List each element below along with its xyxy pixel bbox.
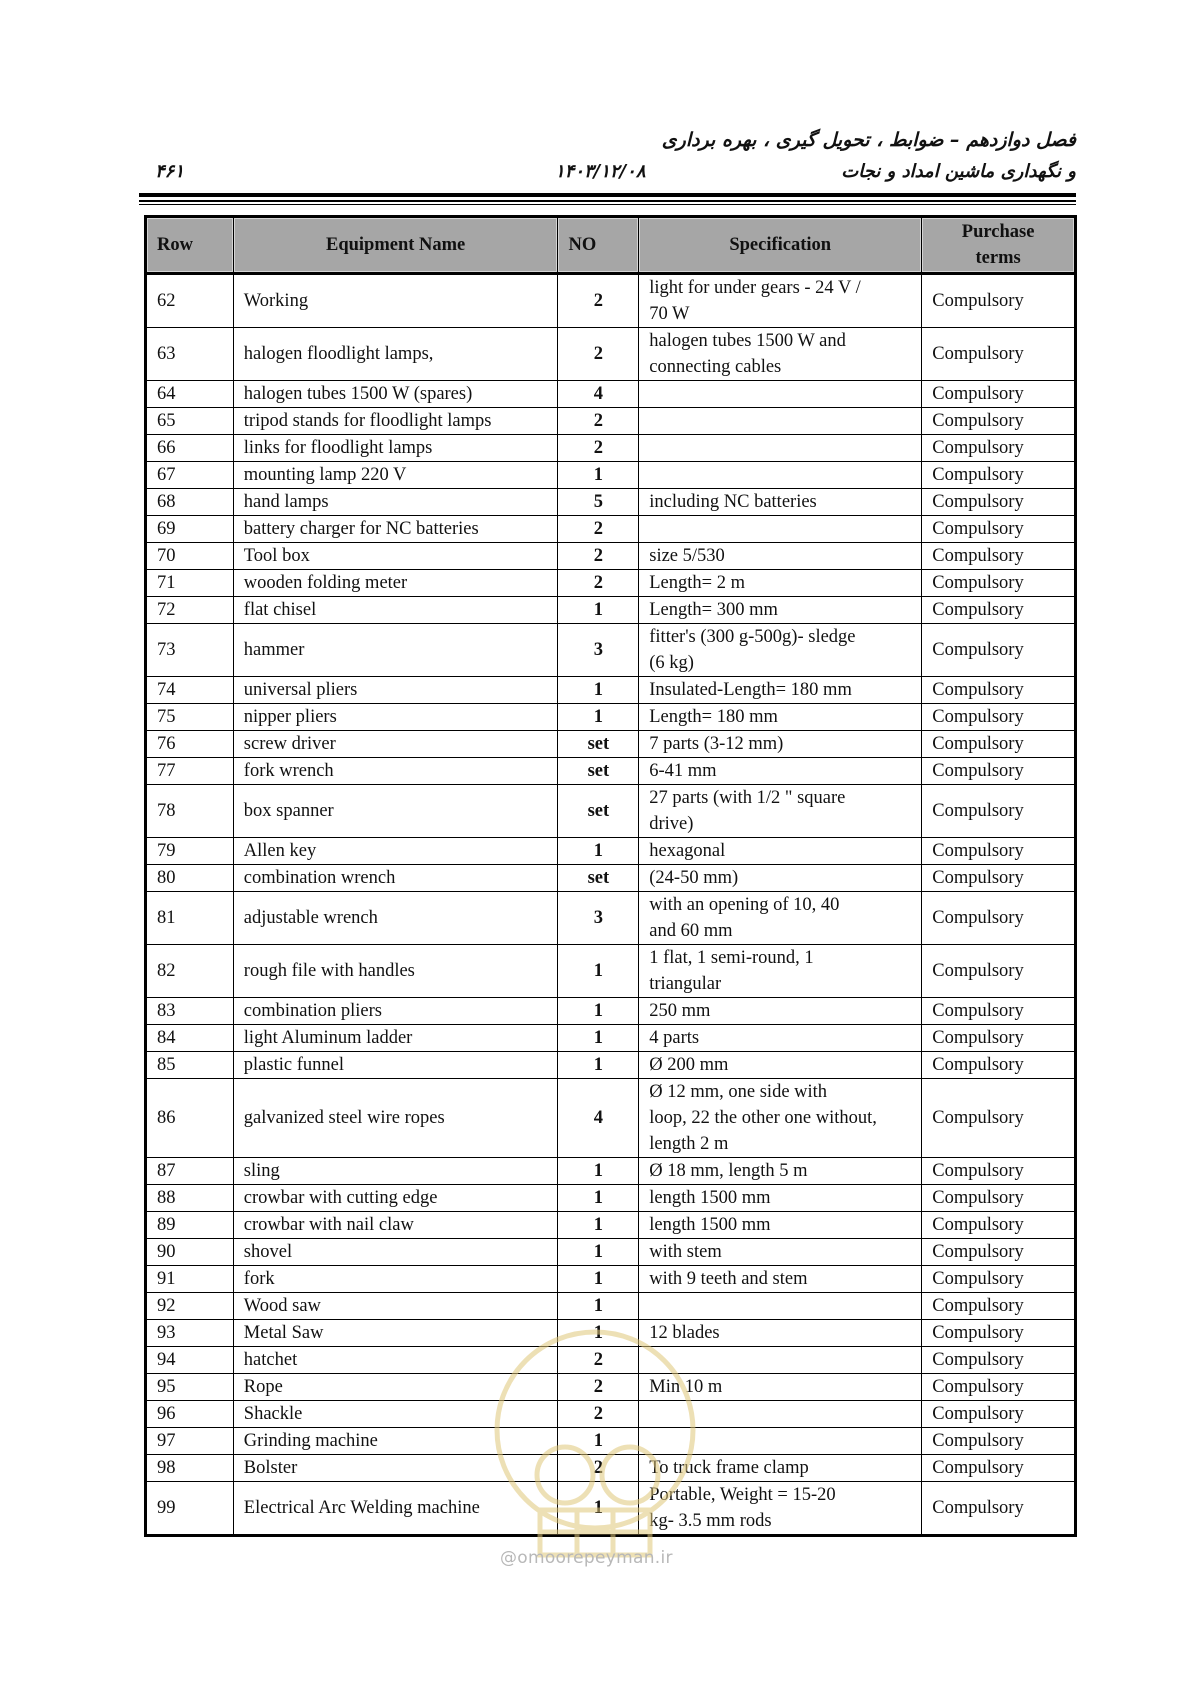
specification-line: including NC batteries xyxy=(649,492,817,512)
cell-equipment-name: adjustable wrench xyxy=(233,892,558,945)
document-date: ۱۴۰۳/۱۲/۰۸ xyxy=(555,161,646,182)
header-row xyxy=(155,161,1076,187)
cell-purchase-terms: Compulsory xyxy=(922,274,1076,328)
cell-purchase-terms: Compulsory xyxy=(922,1266,1076,1293)
cell-row-number: 78 xyxy=(146,785,234,838)
cell-equipment-name: screw driver xyxy=(233,731,558,758)
purchase-terms-line2: terms xyxy=(975,248,1021,268)
specification-line: Ø 12 mm, one side with xyxy=(649,1082,828,1102)
cell-row-number: 79 xyxy=(146,838,234,865)
cell-specification xyxy=(639,945,922,998)
specification-line: length 1500 mm xyxy=(649,1188,771,1208)
cell-quantity: 1 xyxy=(558,677,639,704)
cell-quantity: 1 xyxy=(558,1266,639,1293)
cell-equipment-name: tripod stands for floodlight lamps xyxy=(233,408,558,435)
table-row xyxy=(146,462,1076,489)
cell-quantity: 2 xyxy=(558,435,639,462)
specification-line: 6-41 mm xyxy=(649,761,717,781)
cell-equipment-name: battery charger for NC batteries xyxy=(233,516,558,543)
specification-line: length 2 m xyxy=(649,1134,729,1154)
specification-line: kg- 3.5 mm rods xyxy=(649,1511,772,1531)
cell-quantity: 1 xyxy=(558,945,639,998)
cell-purchase-terms: Compulsory xyxy=(922,865,1076,892)
cell-row-number: 83 xyxy=(146,998,234,1025)
table-row xyxy=(146,1428,1076,1455)
cell-purchase-terms: Compulsory xyxy=(922,677,1076,704)
cell-specification xyxy=(639,1158,922,1185)
cell-quantity: 2 xyxy=(558,543,639,570)
table-row xyxy=(146,1185,1076,1212)
cell-quantity: 1 xyxy=(558,1428,639,1455)
table-row xyxy=(146,1079,1076,1158)
cell-row-number: 89 xyxy=(146,1212,234,1239)
cell-equipment-name: galvanized steel wire ropes xyxy=(233,1079,558,1158)
cell-purchase-terms: Compulsory xyxy=(922,462,1076,489)
cell-quantity: 2 xyxy=(558,1374,639,1401)
specification-line: halogen tubes 1500 W and xyxy=(649,331,846,351)
table-row xyxy=(146,677,1076,704)
specification-line: Portable, Weight = 15-20 xyxy=(649,1485,836,1505)
specification-line: 27 parts (with 1/2 " square xyxy=(649,788,846,808)
cell-specification xyxy=(639,408,922,435)
cell-purchase-terms: Compulsory xyxy=(922,838,1076,865)
cell-row-number: 68 xyxy=(146,489,234,516)
cell-row-number: 99 xyxy=(146,1482,234,1536)
cell-row-number: 84 xyxy=(146,1025,234,1052)
specification-line: To truck frame clamp xyxy=(649,1458,809,1478)
header-row xyxy=(146,217,1076,274)
table-row xyxy=(146,1347,1076,1374)
chapter-subtitle: و نگهداری ماشین امداد و نجات xyxy=(841,161,1076,182)
cell-equipment-name: mounting lamp 220 V xyxy=(233,462,558,489)
cell-equipment-name: fork xyxy=(233,1266,558,1293)
table-row xyxy=(146,998,1076,1025)
cell-quantity: 1 xyxy=(558,1482,639,1536)
cell-row-number: 72 xyxy=(146,597,234,624)
cell-specification xyxy=(639,435,922,462)
specification-line: 4 parts xyxy=(649,1028,700,1048)
cell-purchase-terms: Compulsory xyxy=(922,570,1076,597)
cell-quantity: set xyxy=(558,865,639,892)
cell-row-number: 85 xyxy=(146,1052,234,1079)
cell-purchase-terms: Compulsory xyxy=(922,516,1076,543)
cell-row-number: 67 xyxy=(146,462,234,489)
cell-specification xyxy=(639,785,922,838)
table-row xyxy=(146,865,1076,892)
cell-row-number: 98 xyxy=(146,1455,234,1482)
table-row xyxy=(146,1025,1076,1052)
specification-line: light for under gears - 24 V / xyxy=(649,278,861,298)
cell-row-number: 97 xyxy=(146,1428,234,1455)
cell-specification xyxy=(639,516,922,543)
cell-equipment-name: Bolster xyxy=(233,1455,558,1482)
cell-quantity: set xyxy=(558,758,639,785)
cell-quantity: 1 xyxy=(558,597,639,624)
cell-row-number: 74 xyxy=(146,677,234,704)
specification-line: with stem xyxy=(649,1242,722,1262)
specification-line: size 5/530 xyxy=(649,546,725,566)
cell-equipment-name: Wood saw xyxy=(233,1293,558,1320)
cell-specification xyxy=(639,1320,922,1347)
table-row xyxy=(146,758,1076,785)
cell-equipment-name: Electrical Arc Welding machine xyxy=(233,1482,558,1536)
watermark-url: @omoorepeyman.ir xyxy=(500,1548,673,1568)
specification-line: (24-50 mm) xyxy=(649,868,739,888)
cell-quantity: 1 xyxy=(558,1293,639,1320)
specification-line: length 1500 mm xyxy=(649,1215,771,1235)
cell-equipment-name: sling xyxy=(233,1158,558,1185)
table-row xyxy=(146,489,1076,516)
cell-equipment-name: Working xyxy=(233,274,558,328)
specification-line: loop, 22 the other one without, xyxy=(649,1108,877,1128)
specification-line: triangular xyxy=(649,974,722,994)
cell-purchase-terms: Compulsory xyxy=(922,624,1076,677)
cell-quantity: 1 xyxy=(558,462,639,489)
table-row xyxy=(146,838,1076,865)
cell-specification xyxy=(639,677,922,704)
cell-specification xyxy=(639,328,922,381)
table-row xyxy=(146,704,1076,731)
specification-line: and 60 mm xyxy=(649,921,733,941)
cell-equipment-name: Rope xyxy=(233,1374,558,1401)
cell-equipment-name: combination wrench xyxy=(233,865,558,892)
cell-quantity: 1 xyxy=(558,704,639,731)
cell-purchase-terms: Compulsory xyxy=(922,1374,1076,1401)
cell-quantity: 1 xyxy=(558,1158,639,1185)
specification-line: connecting cables xyxy=(649,357,782,377)
cell-specification xyxy=(639,543,922,570)
cell-specification xyxy=(639,1239,922,1266)
cell-purchase-terms: Compulsory xyxy=(922,435,1076,462)
cell-purchase-terms: Compulsory xyxy=(922,1320,1076,1347)
cell-row-number: 77 xyxy=(146,758,234,785)
cell-purchase-terms: Compulsory xyxy=(922,704,1076,731)
table-row xyxy=(146,543,1076,570)
table-row xyxy=(146,1052,1076,1079)
table-body xyxy=(146,274,1076,1536)
table-row xyxy=(146,597,1076,624)
cell-purchase-terms: Compulsory xyxy=(922,1482,1076,1536)
cell-specification xyxy=(639,1212,922,1239)
cell-purchase-terms: Compulsory xyxy=(922,1052,1076,1079)
cell-row-number: 62 xyxy=(146,274,234,328)
cell-quantity: set xyxy=(558,785,639,838)
cell-specification xyxy=(639,1428,922,1455)
cell-quantity: 1 xyxy=(558,1239,639,1266)
table-row xyxy=(146,624,1076,677)
page-number: ۴۶۱ xyxy=(155,161,185,182)
specification-line: 12 blades xyxy=(649,1323,720,1343)
cell-purchase-terms: Compulsory xyxy=(922,1079,1076,1158)
cell-quantity: 2 xyxy=(558,1347,639,1374)
cell-quantity: 4 xyxy=(558,381,639,408)
specification-line: hexagonal xyxy=(649,841,726,861)
cell-equipment-name: wooden folding meter xyxy=(233,570,558,597)
table-row xyxy=(146,274,1076,328)
specification-line: with 9 teeth and stem xyxy=(649,1269,808,1289)
cell-quantity: 1 xyxy=(558,1052,639,1079)
cell-row-number: 90 xyxy=(146,1239,234,1266)
cell-equipment-name: light Aluminum ladder xyxy=(233,1025,558,1052)
table-row xyxy=(146,435,1076,462)
cell-row-number: 82 xyxy=(146,945,234,998)
cell-equipment-name: rough file with handles xyxy=(233,945,558,998)
column-header-specification: Specification xyxy=(639,217,922,274)
specification-line: 1 flat, 1 semi-round, 1 xyxy=(649,948,814,968)
cell-quantity: 2 xyxy=(558,328,639,381)
cell-row-number: 87 xyxy=(146,1158,234,1185)
specification-line: 70 W xyxy=(649,304,690,324)
table-row xyxy=(146,1374,1076,1401)
cell-purchase-terms: Compulsory xyxy=(922,1347,1076,1374)
table-row xyxy=(146,408,1076,435)
cell-row-number: 70 xyxy=(146,543,234,570)
cell-quantity: 2 xyxy=(558,408,639,435)
equipment-table xyxy=(144,215,1077,1537)
cell-quantity: 2 xyxy=(558,1401,639,1428)
table-header xyxy=(146,217,1076,274)
cell-row-number: 96 xyxy=(146,1401,234,1428)
cell-purchase-terms: Compulsory xyxy=(922,892,1076,945)
cell-equipment-name: Allen key xyxy=(233,838,558,865)
cell-row-number: 86 xyxy=(146,1079,234,1158)
cell-specification xyxy=(639,1185,922,1212)
cell-row-number: 88 xyxy=(146,1185,234,1212)
specification-line: Ø 18 mm, length 5 m xyxy=(649,1161,808,1181)
cell-purchase-terms: Compulsory xyxy=(922,945,1076,998)
cell-purchase-terms: Compulsory xyxy=(922,1428,1076,1455)
cell-specification xyxy=(639,1401,922,1428)
cell-quantity: 2 xyxy=(558,570,639,597)
cell-specification xyxy=(639,1347,922,1374)
cell-quantity: 1 xyxy=(558,998,639,1025)
specification-line: Min 10 m xyxy=(649,1377,723,1397)
cell-row-number: 93 xyxy=(146,1320,234,1347)
table-row xyxy=(146,1158,1076,1185)
specification-line: Length= 300 mm xyxy=(649,600,778,620)
cell-specification xyxy=(639,1374,922,1401)
column-header-row: Row xyxy=(146,217,234,274)
cell-specification xyxy=(639,1482,922,1536)
cell-specification xyxy=(639,998,922,1025)
cell-purchase-terms: Compulsory xyxy=(922,597,1076,624)
column-header-equipment-name: Equipment Name xyxy=(233,217,558,274)
column-header-purchase-terms xyxy=(922,217,1076,274)
cell-equipment-name: Metal Saw xyxy=(233,1320,558,1347)
specification-line: Length= 180 mm xyxy=(649,707,778,727)
specification-line: Insulated-Length= 180 mm xyxy=(649,680,852,700)
table-row xyxy=(146,892,1076,945)
cell-purchase-terms: Compulsory xyxy=(922,1401,1076,1428)
table-row xyxy=(146,1212,1076,1239)
table-row xyxy=(146,1482,1076,1536)
cell-quantity: 3 xyxy=(558,892,639,945)
cell-row-number: 63 xyxy=(146,328,234,381)
cell-quantity: 2 xyxy=(558,274,639,328)
cell-equipment-name: Shackle xyxy=(233,1401,558,1428)
specification-line: (6 kg) xyxy=(649,653,694,673)
cell-row-number: 66 xyxy=(146,435,234,462)
cell-equipment-name: Tool box xyxy=(233,543,558,570)
cell-equipment-name: shovel xyxy=(233,1239,558,1266)
cell-purchase-terms: Compulsory xyxy=(922,489,1076,516)
cell-specification xyxy=(639,489,922,516)
cell-specification xyxy=(639,1293,922,1320)
table-row xyxy=(146,570,1076,597)
cell-specification xyxy=(639,758,922,785)
cell-specification xyxy=(639,865,922,892)
cell-equipment-name: fork wrench xyxy=(233,758,558,785)
table-row xyxy=(146,1455,1076,1482)
cell-specification xyxy=(639,274,922,328)
cell-purchase-terms: Compulsory xyxy=(922,1212,1076,1239)
cell-specification xyxy=(639,704,922,731)
cell-quantity: 4 xyxy=(558,1079,639,1158)
cell-purchase-terms: Compulsory xyxy=(922,1455,1076,1482)
table-row xyxy=(146,1401,1076,1428)
header-rule-thick xyxy=(139,193,1076,197)
cell-row-number: 75 xyxy=(146,704,234,731)
cell-quantity: 5 xyxy=(558,489,639,516)
header-rule-thin xyxy=(139,200,1076,202)
cell-equipment-name: box spanner xyxy=(233,785,558,838)
cell-purchase-terms: Compulsory xyxy=(922,328,1076,381)
purchase-terms-line1: Purchase xyxy=(961,222,1035,242)
cell-quantity: 1 xyxy=(558,1025,639,1052)
cell-quantity: 1 xyxy=(558,1212,639,1239)
specification-line: 7 parts (3-12 mm) xyxy=(649,734,784,754)
table-row xyxy=(146,381,1076,408)
table-row xyxy=(146,1239,1076,1266)
cell-quantity: 1 xyxy=(558,1320,639,1347)
cell-specification xyxy=(639,624,922,677)
cell-row-number: 73 xyxy=(146,624,234,677)
cell-equipment-name: nipper pliers xyxy=(233,704,558,731)
cell-row-number: 69 xyxy=(146,516,234,543)
table-row xyxy=(146,516,1076,543)
cell-purchase-terms: Compulsory xyxy=(922,785,1076,838)
cell-row-number: 92 xyxy=(146,1293,234,1320)
table-row xyxy=(146,731,1076,758)
cell-equipment-name: plastic funnel xyxy=(233,1052,558,1079)
cell-purchase-terms: Compulsory xyxy=(922,758,1076,785)
table-row xyxy=(146,1293,1076,1320)
cell-row-number: 71 xyxy=(146,570,234,597)
cell-specification xyxy=(639,1052,922,1079)
header-rule-thin-2 xyxy=(139,204,1076,205)
cell-row-number: 95 xyxy=(146,1374,234,1401)
cell-purchase-terms: Compulsory xyxy=(922,1239,1076,1266)
cell-equipment-name: combination pliers xyxy=(233,998,558,1025)
cell-purchase-terms: Compulsory xyxy=(922,1158,1076,1185)
cell-equipment-name: flat chisel xyxy=(233,597,558,624)
cell-specification xyxy=(639,381,922,408)
cell-equipment-name: hammer xyxy=(233,624,558,677)
specification-line: Length= 2 m xyxy=(649,573,745,593)
cell-row-number: 80 xyxy=(146,865,234,892)
specification-line: drive) xyxy=(649,814,694,834)
cell-equipment-name: crowbar with nail claw xyxy=(233,1212,558,1239)
table-row xyxy=(146,785,1076,838)
cell-specification xyxy=(639,731,922,758)
cell-specification xyxy=(639,1025,922,1052)
cell-quantity: 1 xyxy=(558,838,639,865)
specification-line: with an opening of 10, 40 xyxy=(649,895,840,915)
cell-specification xyxy=(639,462,922,489)
cell-specification xyxy=(639,892,922,945)
cell-equipment-name: halogen floodlight lamps, xyxy=(233,328,558,381)
table-row xyxy=(146,1320,1076,1347)
cell-equipment-name: links for floodlight lamps xyxy=(233,435,558,462)
cell-specification xyxy=(639,1079,922,1158)
cell-row-number: 65 xyxy=(146,408,234,435)
cell-specification xyxy=(639,1455,922,1482)
cell-specification xyxy=(639,597,922,624)
cell-purchase-terms: Compulsory xyxy=(922,1025,1076,1052)
column-header-no: NO xyxy=(558,217,639,274)
cell-purchase-terms: Compulsory xyxy=(922,1293,1076,1320)
specification-line: Ø 200 mm xyxy=(649,1055,729,1075)
cell-purchase-terms: Compulsory xyxy=(922,731,1076,758)
cell-quantity: 2 xyxy=(558,516,639,543)
cell-purchase-terms: Compulsory xyxy=(922,543,1076,570)
table-row xyxy=(146,328,1076,381)
specification-line: 250 mm xyxy=(649,1001,711,1021)
cell-specification xyxy=(639,838,922,865)
cell-equipment-name: universal pliers xyxy=(233,677,558,704)
chapter-title: فصل دوازدهم – ضوابط ، تحویل گیری ، بهره برداری xyxy=(661,129,1076,151)
cell-quantity: set xyxy=(558,731,639,758)
cell-row-number: 91 xyxy=(146,1266,234,1293)
cell-quantity: 1 xyxy=(558,1185,639,1212)
cell-purchase-terms: Compulsory xyxy=(922,1185,1076,1212)
cell-row-number: 76 xyxy=(146,731,234,758)
cell-quantity: 3 xyxy=(558,624,639,677)
cell-specification xyxy=(639,570,922,597)
table-row xyxy=(146,1266,1076,1293)
specification-line: fitter's (300 g-500g)- sledge xyxy=(649,627,856,647)
cell-purchase-terms: Compulsory xyxy=(922,408,1076,435)
table-row xyxy=(146,945,1076,998)
cell-equipment-name: halogen tubes 1500 W (spares) xyxy=(233,381,558,408)
cell-row-number: 81 xyxy=(146,892,234,945)
cell-row-number: 94 xyxy=(146,1347,234,1374)
cell-equipment-name: Grinding machine xyxy=(233,1428,558,1455)
cell-purchase-terms: Compulsory xyxy=(922,381,1076,408)
cell-equipment-name: hatchet xyxy=(233,1347,558,1374)
cell-equipment-name: hand lamps xyxy=(233,489,558,516)
cell-quantity: 2 xyxy=(558,1455,639,1482)
cell-equipment-name: crowbar with cutting edge xyxy=(233,1185,558,1212)
cell-specification xyxy=(639,1266,922,1293)
cell-row-number: 64 xyxy=(146,381,234,408)
cell-purchase-terms: Compulsory xyxy=(922,998,1076,1025)
